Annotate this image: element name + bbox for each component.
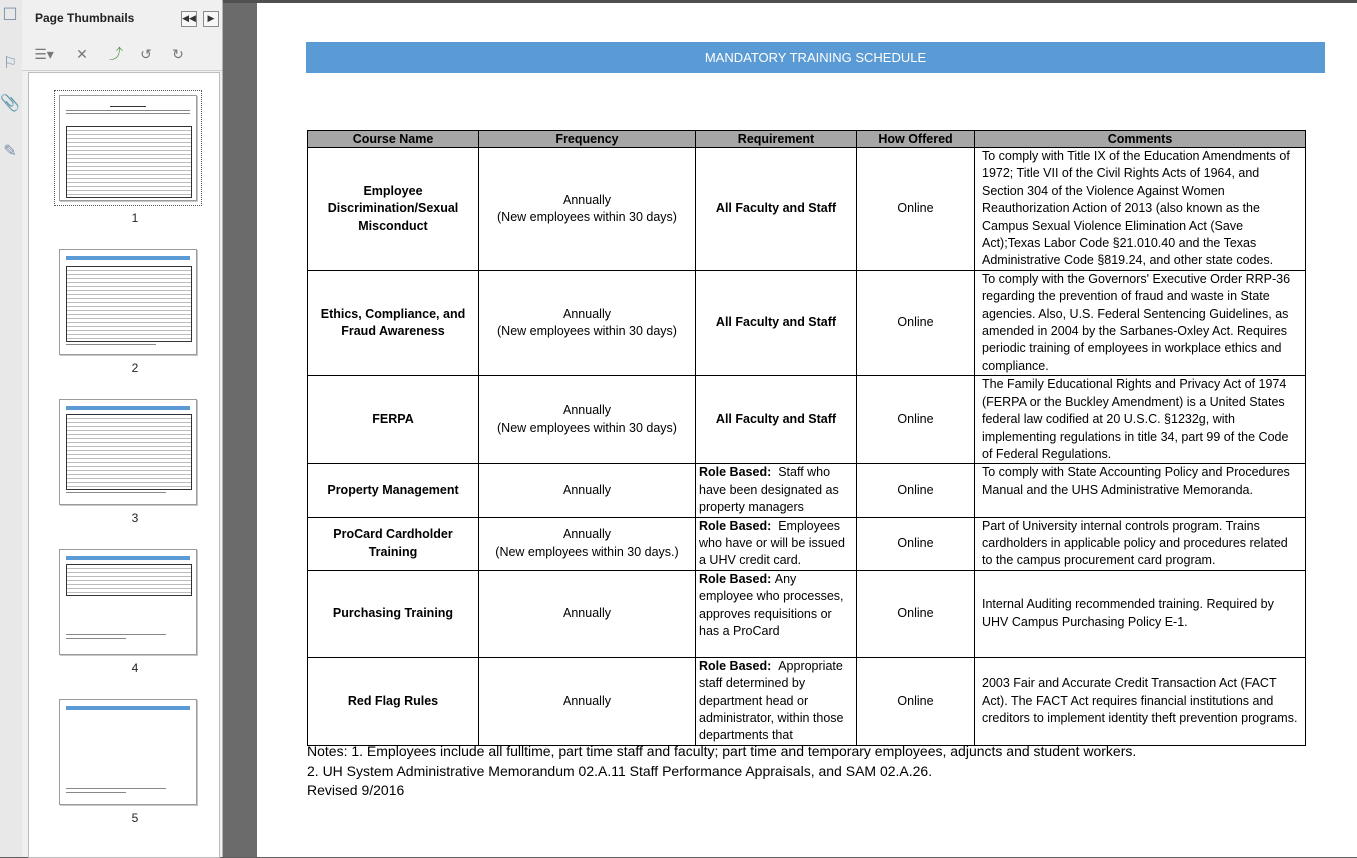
page-thumbnail-1[interactable]: [59, 95, 197, 201]
table-row: [308, 657, 1306, 745]
column-header: Requirement: [696, 131, 857, 148]
comments-cell: 2003 Fair and Accurate Credit Transaction Act (FACT Act). The FACT Act requires financial institutions and creditors to implement identity theft prevention programs.: [975, 657, 1306, 745]
how-offered-cell: Online: [857, 657, 975, 745]
requirement-cell: All Faculty and Staff: [696, 270, 857, 375]
signatures-icon[interactable]: ✎: [3, 141, 17, 160]
table-row: [308, 376, 1306, 464]
page-thumbnail-3[interactable]: [59, 399, 197, 505]
how-offered-cell: Online: [857, 270, 975, 375]
frequency-cell: [479, 570, 696, 657]
frequency-text: Annually: [563, 403, 611, 418]
course-name-cell: Ethics, Compliance, and Fraud Awareness: [308, 270, 479, 375]
document-gutter: [223, 0, 257, 857]
comments-cell: To comply with the Governors' Executive Order RRP-36 regarding the prevention of fraud and waste in State agencies. Also, U.S. Federal Sentencing Guidelines, as amended in 2004 by the Sarbanes-Oxley Act. Requires periodic training of employees in workplace ethics and compliance.: [975, 270, 1306, 375]
panel-title: Page Thumbnails: [35, 11, 135, 25]
requirement-text: Any employee who processes, approves requisitions or has a ProCard: [699, 571, 844, 638]
frequency-cell: [479, 148, 696, 271]
insert-pages-icon[interactable]: ⤴: [109, 47, 123, 63]
revision-date: Revised 9/2016: [307, 782, 405, 798]
comments-cell: To comply with Title IX of the Education Amendments of 1972; Title VII of the Civil Rights Acts of 1964, and Section 304 of the Violence Against Women Reauthorization Action of 2013 (also known as the Campus Sexual Violence Elimination Act (Save Act);Texas Labor Code §21.010.40 and the Texas Administrative Code §819.24, and other state codes.: [975, 148, 1306, 271]
requirement-role-label: Role Based:: [699, 658, 772, 673]
requirement-cell: All Faculty and Staff: [696, 376, 857, 464]
column-header: Frequency: [479, 131, 696, 148]
comments-cell: Internal Auditing recommended training. Required by UHV Campus Purchasing Policy E-1.: [975, 570, 1306, 657]
how-offered-cell: Online: [857, 376, 975, 464]
thumbnails-list[interactable]: [28, 72, 220, 858]
page-number-3: 3: [131, 511, 139, 525]
thumbnails-toolbar: [22, 40, 222, 71]
comments-cell: To comply with State Accounting Policy and Procedures Manual and the UHS Administrative Memoranda.: [975, 464, 1306, 517]
attachments-icon[interactable]: 📎: [0, 93, 20, 112]
frequency-note: (New employees within 30 days): [497, 324, 677, 339]
course-name-cell: Purchasing Training: [308, 570, 479, 657]
frequency-note: (New employees within 30 days): [497, 209, 677, 224]
page-thumbnails-icon[interactable]: □: [2, 3, 18, 22]
page-thumbnail-4[interactable]: [59, 549, 197, 655]
frequency-text: Annually: [563, 306, 611, 321]
how-offered-cell: Online: [857, 570, 975, 657]
frequency-cell: [479, 270, 696, 375]
frequency-cell: [479, 517, 696, 570]
requirement-cell: All Faculty and Staff: [696, 148, 857, 271]
course-name-cell: Employee Discrimination/Sexual Misconduct: [308, 148, 479, 271]
rotate-counterclockwise-icon[interactable]: ↺: [140, 47, 152, 63]
table-header-row: [308, 131, 1306, 148]
requirement-cell: [696, 657, 857, 745]
course-name-cell: Red Flag Rules: [308, 657, 479, 745]
requirement-text: Staff who have been designated as property managers: [699, 465, 839, 515]
page-number-4: 4: [131, 661, 139, 675]
table-row: [308, 464, 1306, 517]
how-offered-cell: Online: [857, 517, 975, 570]
requirement-cell: [696, 570, 857, 657]
collapse-panel-button[interactable]: ◀◀: [181, 11, 197, 27]
frequency-cell: [479, 464, 696, 517]
document-page: [257, 3, 1357, 857]
column-header: How Offered: [857, 131, 975, 148]
table-row: [308, 517, 1306, 570]
comments-cell: The Family Educational Rights and Privacy Act of 1974 (FERPA or the Buckley Amendment) is a United States federal law codified at 20 U.S.C. §1232g, with implementing regulations in title 34, part 99 of the Code of Federal Regulations.: [975, 376, 1306, 464]
page-thumbnails-panel: [22, 0, 223, 857]
document-title-banner: MANDATORY TRAINING SCHEDULE: [306, 42, 1325, 73]
delete-pages-icon[interactable]: ✕: [76, 47, 88, 63]
options-menu-icon[interactable]: ☰▾: [34, 47, 54, 63]
frequency-text: Annually: [563, 693, 611, 708]
how-offered-cell: Online: [857, 464, 975, 517]
requirement-cell: [696, 464, 857, 517]
navigation-icon-strip: [0, 0, 23, 857]
note-line: Notes: 1. Employees include all fulltime, part time staff and faculty; part time and temporary employees, adjuncts and student workers.: [307, 743, 1137, 759]
note-line: 2. UH System Administrative Memorandum 02.A.11 Staff Performance Appraisals, and SAM 02.A.26.: [307, 762, 933, 779]
course-name-cell: ProCard Cardholder Training: [308, 517, 479, 570]
expand-panel-button[interactable]: ▶: [203, 11, 219, 27]
requirement-role-label: Role Based:: [699, 571, 772, 586]
course-name-cell: Property Management: [308, 464, 479, 517]
course-name-cell: FERPA: [308, 376, 479, 464]
frequency-text: Annually: [563, 482, 611, 497]
comments-cell: Part of University internal controls program. Trains cardholders in applicable policy and procedures related to the campus procurement card program.: [975, 517, 1306, 570]
page-number-5: 5: [131, 811, 139, 825]
requirement-text: Appropriate staff determined by department head or administrator, within those departments that: [699, 658, 844, 743]
requirement-role-label: Role Based:: [699, 465, 772, 480]
page-number-2: 2: [131, 361, 139, 375]
requirement-text: Employees who have or will be issued a UHV credit card.: [699, 518, 845, 568]
frequency-cell: [479, 376, 696, 464]
page-thumbnail-2[interactable]: [59, 249, 197, 355]
frequency-text: Annually: [563, 606, 611, 621]
page-number-1: 1: [131, 211, 139, 225]
page-thumbnail-5[interactable]: [59, 699, 197, 805]
frequency-cell: [479, 657, 696, 745]
frequency-note: (New employees within 30 days.): [495, 544, 679, 559]
requirement-cell: [696, 517, 857, 570]
rotate-clockwise-icon[interactable]: ↻: [172, 47, 184, 63]
notes-section: [307, 742, 1136, 801]
how-offered-cell: Online: [857, 148, 975, 271]
table-row: [308, 570, 1306, 657]
requirement-role-label: Role Based:: [699, 518, 772, 533]
frequency-text: Annually: [563, 527, 611, 542]
bookmarks-icon[interactable]: ⚐: [2, 53, 18, 72]
table-row: [308, 148, 1306, 271]
training-schedule-table: [307, 130, 1306, 746]
column-header: Course Name: [308, 131, 479, 148]
frequency-note: (New employees within 30 days): [497, 420, 677, 435]
frequency-text: Annually: [563, 192, 611, 207]
column-header: Comments: [975, 131, 1306, 148]
table-row: [308, 270, 1306, 375]
